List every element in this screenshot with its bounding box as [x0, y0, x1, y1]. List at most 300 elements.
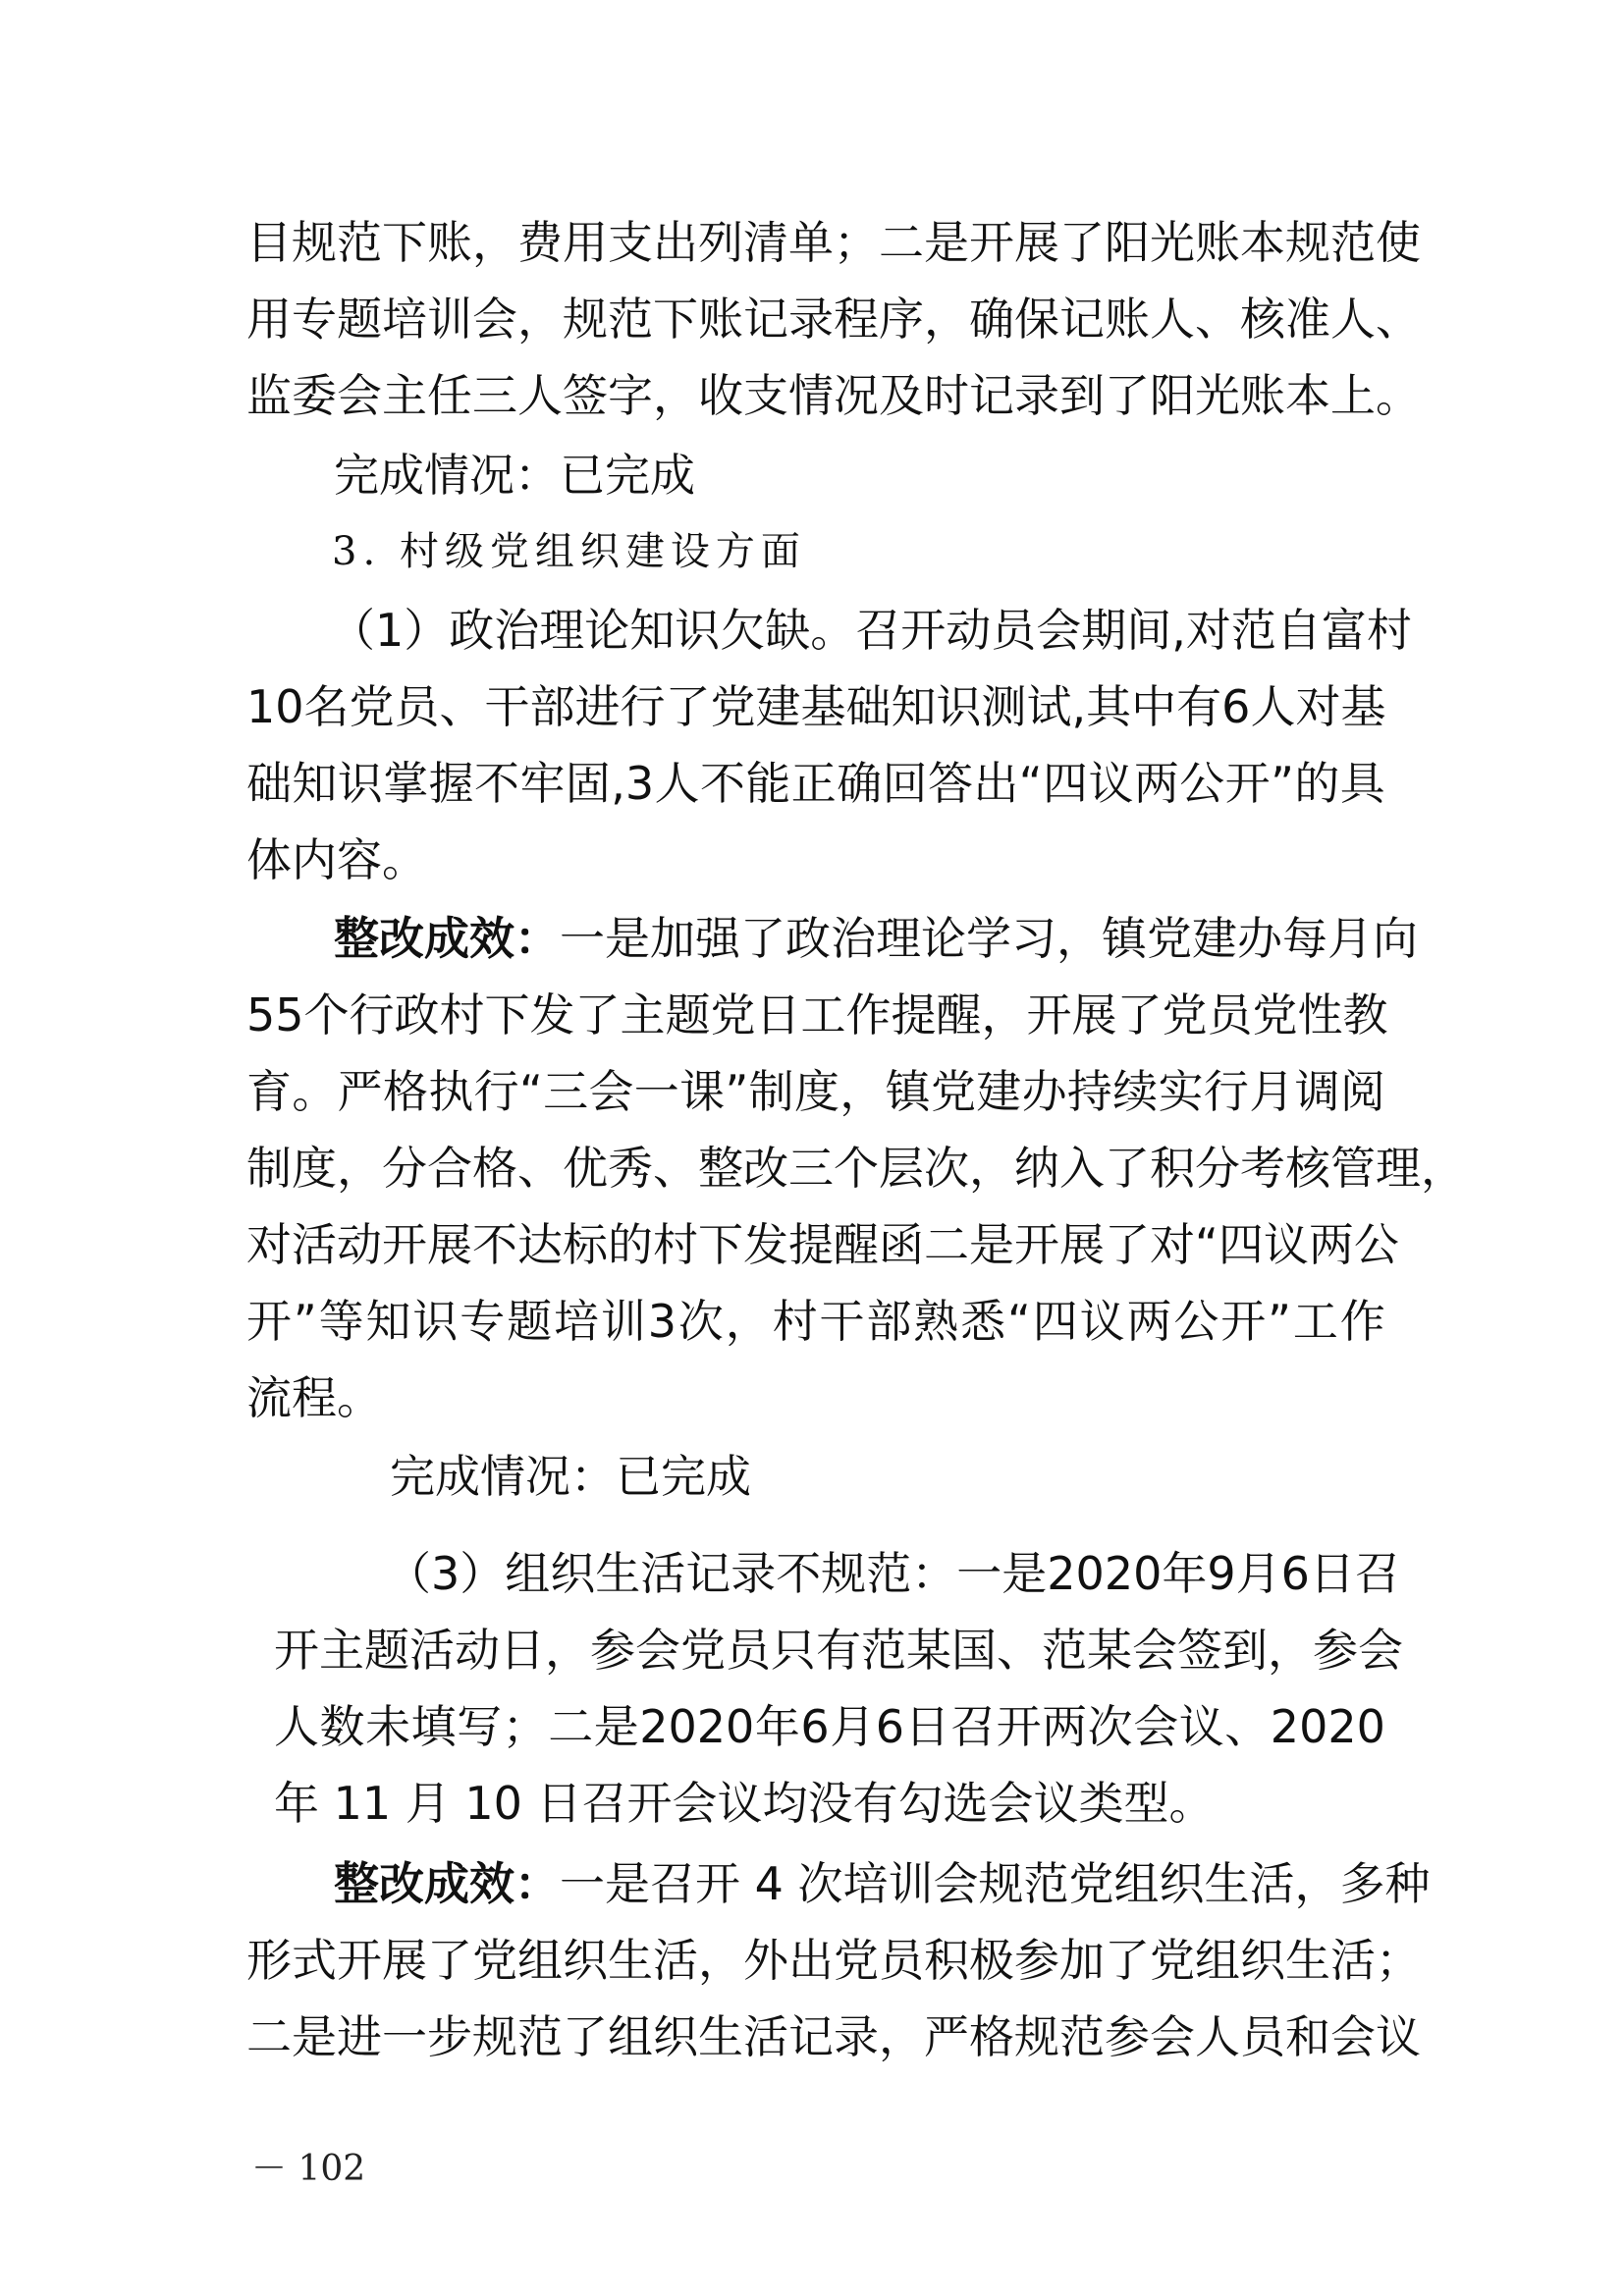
glyph: 活	[1330, 1934, 1376, 1987]
glyph: 记	[969, 369, 1014, 422]
glyph: 村	[653, 1218, 698, 1271]
glyph: 执	[428, 1065, 474, 1118]
glyph: 干	[484, 680, 530, 733]
glyph: 月	[1235, 1547, 1281, 1600]
glyph: 6	[1280, 1547, 1310, 1600]
glyph: 日	[755, 988, 801, 1041]
glyph: 具	[1339, 757, 1385, 810]
glyph: 动	[455, 1624, 500, 1677]
glyph: 答	[927, 757, 973, 810]
glyph: 识	[936, 680, 982, 733]
glyph: 是	[292, 2010, 337, 2063]
glyph: 会	[1132, 1624, 1177, 1677]
glyph: 用	[563, 216, 608, 269]
glyph: 度	[292, 1142, 337, 1195]
rectification-result	[334, 1854, 1431, 1913]
text-line: 流程。	[246, 1371, 382, 1424]
glyph: 二	[548, 1700, 594, 1753]
glyph: 字	[608, 369, 653, 422]
glyph: 确	[837, 757, 883, 810]
glyph: 识	[337, 757, 383, 810]
issue-line: 年 11 月 10 日召开会议均没有勾选会议类型。	[274, 1777, 1215, 1830]
glyph: 镇	[885, 1065, 931, 1118]
glyph: 范	[1330, 216, 1376, 269]
glyph: ，	[879, 2010, 924, 2063]
glyph: 支	[743, 369, 788, 422]
glyph: 知	[365, 1295, 411, 1348]
glyph: 党	[1162, 988, 1208, 1041]
glyph: 下	[698, 1218, 743, 1271]
glyph: 展	[382, 1934, 427, 1987]
glyph: 党	[1252, 988, 1298, 1041]
glyph: 议	[1376, 2010, 1421, 2063]
glyph: 识	[675, 604, 721, 657]
glyph: 到	[1059, 369, 1105, 422]
completion-status: 完成情况：已完成	[390, 1450, 751, 1503]
issue-line	[246, 677, 1385, 736]
glyph: 参	[1105, 2010, 1150, 2063]
glyph: 次	[924, 1142, 969, 1195]
glyph: 账	[1195, 216, 1240, 269]
glyph: 账	[1105, 293, 1150, 346]
glyph: 清	[743, 216, 788, 269]
glyph: 组	[608, 2010, 653, 2063]
glyph: 对	[1185, 604, 1231, 657]
glyph: 任	[427, 369, 472, 422]
glyph: 熟	[913, 1295, 959, 1348]
glyph: 委	[292, 369, 337, 422]
glyph: ，	[839, 1065, 886, 1118]
glyph: 的	[1294, 757, 1340, 810]
glyph: 考	[1240, 1142, 1285, 1195]
issue-line: 体内容。	[246, 833, 427, 886]
glyph: 正	[790, 757, 837, 810]
glyph: 织	[1240, 1934, 1285, 1987]
glyph: 下	[382, 216, 427, 269]
glyph: 核	[1285, 1142, 1330, 1195]
glyph: 了	[1105, 1218, 1150, 1271]
glyph: 规	[472, 2010, 517, 2063]
glyph: 加	[1059, 1934, 1105, 1987]
glyph: 改	[743, 1142, 788, 1195]
glyph: 了	[574, 988, 621, 1041]
glyph: 议	[1178, 1700, 1224, 1753]
glyph: 范	[866, 1547, 912, 1600]
glyph: 是	[593, 1700, 639, 1753]
glyph: 整	[698, 1142, 743, 1195]
glyph: “	[518, 1065, 543, 1118]
rectification-result	[334, 909, 1418, 968]
glyph: 秀	[608, 1142, 653, 1195]
glyph: 1	[375, 604, 405, 657]
glyph: 监	[246, 369, 292, 422]
glyph: 度	[793, 1065, 839, 1118]
glyph: “	[1195, 1218, 1218, 1271]
glyph: 次	[1087, 1700, 1133, 1753]
glyph: 基	[1340, 680, 1386, 733]
glyph: 会	[1150, 2010, 1195, 2063]
glyph: 阳	[1150, 369, 1195, 422]
glyph: 醒	[834, 1218, 879, 1271]
glyph: 开	[337, 1934, 382, 1987]
glyph: 记	[685, 1547, 731, 1600]
glyph: 达	[517, 1218, 563, 1271]
glyph: 展	[1014, 216, 1059, 269]
glyph: 党	[834, 1934, 879, 1987]
issue-line	[246, 754, 1385, 813]
glyph: ,	[1171, 604, 1186, 657]
glyph: 、	[653, 1142, 698, 1195]
glyph: 月	[830, 1700, 876, 1753]
glyph: 不	[699, 757, 745, 810]
glyph: 四	[1043, 757, 1089, 810]
glyph: 进	[574, 680, 621, 733]
glyph: 单	[788, 216, 834, 269]
glyph: 、	[997, 1624, 1042, 1677]
glyph: 开	[274, 1624, 319, 1677]
glyph: 议	[1088, 757, 1134, 810]
glyph: 人	[1150, 293, 1195, 346]
text-line	[246, 1931, 1421, 1990]
glyph: 是	[924, 216, 969, 269]
glyph: 了	[665, 680, 711, 733]
glyph: 开	[1224, 757, 1271, 810]
glyph: 会	[1358, 1624, 1403, 1677]
glyph: 极	[969, 1934, 1014, 1987]
glyph: 了	[1059, 216, 1105, 269]
glyph: 组	[1195, 1934, 1240, 1987]
glyph: 中	[1131, 680, 1177, 733]
glyph: 名	[303, 680, 350, 733]
glyph: 题	[337, 293, 382, 346]
glyph: 开	[996, 1700, 1042, 1753]
glyph: 二	[879, 216, 924, 269]
glyph: 织	[653, 2010, 698, 2063]
glyph: ，	[517, 293, 563, 346]
glyph: 使	[1376, 216, 1421, 269]
glyph: 人	[1330, 293, 1376, 346]
issue-line	[274, 1621, 1403, 1680]
glyph: 活	[653, 1934, 698, 1987]
glyph: “	[1007, 1295, 1031, 1348]
glyph: ，	[337, 1142, 382, 1195]
glyph: 会	[635, 1624, 680, 1677]
text-line	[246, 986, 1388, 1044]
glyph: 出	[973, 757, 1019, 810]
glyph: 测	[981, 680, 1027, 733]
glyph: 外	[743, 1934, 788, 1987]
glyph: 党	[1150, 1934, 1195, 1987]
glyph: 醒	[936, 988, 982, 1041]
glyph: 自	[1275, 604, 1322, 657]
text-line	[246, 2007, 1421, 2066]
glyph: 三	[543, 1065, 589, 1118]
glyph: 纳	[1014, 1142, 1059, 1195]
issue-line	[386, 1544, 1400, 1603]
glyph: 建	[755, 680, 801, 733]
glyph: 写	[457, 1700, 503, 1753]
glyph: 格	[472, 1142, 517, 1195]
text-line	[246, 290, 1421, 348]
glyph: 未	[365, 1700, 411, 1753]
glyph: ”	[1271, 757, 1294, 810]
glyph: 工	[1292, 1295, 1338, 1348]
issue-line	[330, 601, 1412, 660]
completion-status: 完成情况：已完成	[334, 449, 695, 502]
glyph: 规	[1014, 2010, 1059, 2063]
page-number: － 102	[251, 2149, 366, 2189]
glyph: 录	[1014, 369, 1059, 422]
glyph: 活	[409, 1624, 455, 1677]
glyph: 其	[1086, 680, 1132, 733]
glyph: 党	[710, 680, 756, 733]
glyph: 开	[1014, 1218, 1059, 1271]
glyph: 期	[1081, 604, 1127, 657]
glyph: 规	[821, 1547, 867, 1600]
glyph: 生	[608, 1934, 653, 1987]
glyph: 用	[246, 293, 292, 346]
glyph: 是	[969, 1218, 1014, 1271]
glyph: ）	[404, 604, 450, 657]
glyph: 展	[1059, 1218, 1105, 1271]
glyph: 是	[1001, 1547, 1048, 1600]
glyph: 国	[951, 1624, 997, 1677]
glyph: 展	[1071, 988, 1117, 1041]
glyph: 组	[517, 1934, 563, 1987]
glyph: 严	[924, 2010, 969, 2063]
glyph: ,	[1071, 680, 1087, 733]
glyph: 列	[698, 216, 743, 269]
glyph: 日	[1309, 1547, 1355, 1600]
glyph: 账	[427, 216, 472, 269]
glyph: 专	[292, 293, 337, 346]
glyph: 年	[1162, 1547, 1208, 1600]
glyph: 会	[1133, 1700, 1179, 1753]
glyph: 了	[1105, 1142, 1150, 1195]
glyph: 组	[505, 1547, 551, 1600]
glyph: 召	[855, 604, 901, 657]
glyph: 规	[292, 216, 337, 269]
glyph: 参	[1014, 1934, 1059, 1987]
glyph: 间	[1126, 604, 1172, 657]
glyph: 范	[608, 293, 653, 346]
glyph: 年	[754, 1700, 800, 1753]
glyph: ，	[981, 988, 1027, 1041]
glyph: 会	[472, 293, 517, 346]
section-heading: 3. 村级党组织建设方面	[332, 529, 806, 574]
glyph: 入	[1059, 1142, 1105, 1195]
glyph: 织	[550, 1547, 596, 1600]
glyph: 。	[810, 604, 856, 657]
rectification-label: 整改成效：	[334, 1857, 560, 1910]
glyph: 范	[1230, 604, 1276, 657]
glyph: “	[1018, 757, 1043, 810]
glyph: 个	[303, 988, 350, 1041]
glyph: 回	[882, 757, 928, 810]
glyph: 论	[584, 604, 630, 657]
text-line	[246, 1062, 1385, 1121]
glyph: 范	[1059, 2010, 1105, 2063]
glyph: ，	[545, 1624, 590, 1677]
glyph: 有	[1176, 680, 1222, 733]
glyph: 生	[698, 2010, 743, 2063]
glyph: 制	[748, 1065, 794, 1118]
glyph: 只	[771, 1624, 816, 1677]
glyph: 况	[834, 369, 879, 422]
glyph: 开	[900, 604, 947, 657]
glyph: 保	[1014, 293, 1059, 346]
glyph: 员	[879, 1934, 924, 1987]
glyph: 、	[1224, 1700, 1271, 1753]
glyph: 召	[950, 1700, 997, 1753]
glyph: 格	[969, 2010, 1014, 2063]
glyph: ：	[911, 1547, 957, 1600]
glyph: ，	[698, 1934, 743, 1987]
glyph: 时	[924, 369, 969, 422]
glyph: 录	[834, 2010, 879, 2063]
glyph: 政	[394, 988, 440, 1041]
glyph: 培	[382, 293, 427, 346]
glyph: ；	[1376, 1934, 1421, 1987]
glyph: 下	[484, 988, 530, 1041]
glyph: 教	[1342, 988, 1388, 1041]
glyph: 知	[891, 680, 937, 733]
glyph: 行	[1203, 1065, 1249, 1118]
rectification-text: 一是加强了政治理论学习，镇党建办每月向	[560, 912, 1418, 965]
glyph: 村	[1366, 604, 1412, 657]
glyph: 标	[563, 1218, 608, 1271]
glyph: 四	[1032, 1295, 1078, 1348]
glyph: 两	[1308, 1218, 1354, 1271]
glyph: 格	[382, 1065, 428, 1118]
glyph: 活	[640, 1547, 686, 1600]
glyph: 某	[906, 1624, 951, 1677]
glyph: 提	[788, 1218, 834, 1271]
text-line	[246, 1215, 1399, 1274]
glyph: 有	[816, 1624, 861, 1677]
glyph: 行	[473, 1065, 519, 1118]
glyph: 党	[349, 680, 395, 733]
glyph: 村	[439, 988, 485, 1041]
glyph: 提	[891, 988, 937, 1041]
glyph: 目	[246, 216, 292, 269]
text-line	[246, 366, 1421, 425]
rectification-label: 整改成效：	[334, 912, 560, 965]
glyph: 党	[680, 1624, 726, 1677]
glyph: 光	[1150, 216, 1195, 269]
glyph: 两	[1126, 1295, 1172, 1348]
glyph: 3	[431, 1547, 460, 1600]
glyph: 签	[1177, 1624, 1222, 1677]
glyph: 情	[788, 369, 834, 422]
glyph: 开	[1220, 1295, 1267, 1348]
glyph: 范	[861, 1624, 906, 1677]
glyph: ”	[725, 1065, 749, 1118]
glyph: 欠	[720, 604, 766, 657]
glyph: 持	[1066, 1065, 1112, 1118]
glyph: 公	[1353, 1218, 1399, 1271]
glyph: 、	[439, 680, 485, 733]
glyph: 制	[246, 1142, 292, 1195]
glyph: 了	[1105, 1934, 1150, 1987]
glyph: 主	[382, 369, 427, 422]
glyph: 分	[1195, 1142, 1240, 1195]
glyph: 员	[394, 680, 440, 733]
glyph: 出	[788, 1934, 834, 1987]
glyph: 记	[1059, 293, 1105, 346]
glyph: 行	[349, 988, 395, 1041]
glyph: 题	[364, 1624, 409, 1677]
glyph: 知	[292, 757, 338, 810]
glyph: 党	[930, 1065, 976, 1118]
glyph: 题	[665, 988, 711, 1041]
glyph: 育	[246, 1065, 292, 1118]
glyph: 记	[788, 2010, 834, 2063]
glyph: 生	[1285, 1934, 1330, 1987]
glyph: 范	[1042, 1624, 1087, 1677]
glyph: 部	[529, 680, 575, 733]
glyph: ,3	[611, 757, 655, 810]
glyph: 会	[337, 369, 382, 422]
glyph: 人	[1250, 680, 1296, 733]
glyph: 对	[246, 1218, 292, 1271]
glyph: 四	[1218, 1218, 1264, 1271]
glyph: 优	[563, 1142, 608, 1195]
glyph: 55	[246, 988, 304, 1041]
glyph: 录	[788, 293, 834, 346]
glyph: 基	[800, 680, 846, 733]
glyph: ，	[924, 293, 969, 346]
glyph: 织	[563, 1934, 608, 1987]
glyph: 阅	[1339, 1065, 1385, 1118]
glyph: 形	[246, 1934, 292, 1987]
glyph: 识	[412, 1295, 459, 1348]
glyph: 参	[1313, 1624, 1358, 1677]
glyph: 理	[1376, 1142, 1421, 1195]
glyph: 阳	[1105, 216, 1150, 269]
glyph: 召	[1354, 1547, 1400, 1600]
glyph: 次	[677, 1295, 724, 1348]
glyph: 一	[382, 2010, 427, 2063]
glyph: 填	[410, 1700, 457, 1753]
glyph: 10	[246, 680, 304, 733]
glyph: 数	[319, 1700, 365, 1753]
glyph: 个	[834, 1142, 879, 1195]
glyph: 题	[507, 1295, 553, 1348]
glyph: 2020	[1270, 1700, 1385, 1753]
glyph: 下	[653, 293, 698, 346]
glyph: 建	[976, 1065, 1022, 1118]
glyph: ，	[725, 1295, 771, 1348]
glyph: 性	[1297, 988, 1343, 1041]
glyph: 员	[1207, 988, 1253, 1041]
glyph: 员	[991, 604, 1037, 657]
glyph: 对	[1150, 1218, 1195, 1271]
glyph: 开	[246, 1295, 292, 1348]
glyph: 专	[460, 1295, 506, 1348]
glyph: 出	[653, 216, 698, 269]
glyph: 光	[1195, 369, 1240, 422]
glyph: ”	[293, 1295, 317, 1348]
glyph: 理	[539, 604, 585, 657]
glyph: 严	[337, 1065, 383, 1118]
glyph: 不	[474, 757, 520, 810]
glyph: 本	[1285, 369, 1330, 422]
glyph: 某	[1087, 1624, 1132, 1677]
glyph: ；	[502, 1700, 548, 1753]
rectification-text: 一是召开 4 次培训会规范党组织生活，多种	[560, 1857, 1431, 1910]
glyph: 发	[529, 988, 575, 1041]
